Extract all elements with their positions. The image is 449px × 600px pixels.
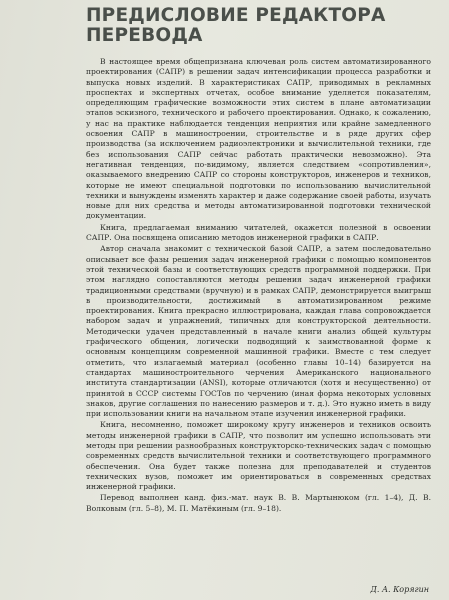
paragraph-4: Книга, несомненно, поможет широкому кругу инженеров и техников освоить методы инженерной графики в САПР, что позволит им успешно использовать эти методы при решении разнообразных конструкторско-технических задач с помощью современных средств вычислительной техники и соответствующего программного обеспечения. Она будет также полезна для преподавателей и студентов технических вузов, поможет им ориентироваться в современных средствах инженерной графики. [86,420,431,492]
page-title [86,6,426,45]
title-line-1: ПРЕДИСЛОВИЕ РЕДАКТОРА [86,5,386,26]
paragraph-2: Книга, предлагаемая вниманию читателей, окажется полезной в освоении САПР. Она посвящена описанию методов инженерной графики в САПР. [86,222,431,243]
paragraph-5: Перевод выполнен канд. физ.-мат. наук В. В. Мартынюком (гл. 1–4), Д. В. Волковым (гл. 5–8), М. П. Матёкиным (гл. 9–18). [86,493,431,513]
preface-body [86,57,431,515]
editor-signature: Д. А. Корягин [370,585,429,594]
title-line-2: ПЕРЕВОДА [86,24,203,46]
paragraph-3: Автор сначала знакомит с технической базой САПР, а затем последовательно описывает все фазы решения задач инженерной графики с помощью компонентов этой технической базы и соответствующих средств программной поддержки. При этом наглядно сопоставляются методы решения задач инженерной графики традиционными средствами (вручную) и в рамках САПР, демонстрируется выигрыш в производительности, достижимый в автоматизированном режиме проектирования. Книга прекрасно иллюстрирована, каждая глава сопровождается набором задач и упражнений, типичных для конструкторской деятельности. Методически удачен представленный в начале книги анализ общей культуры графического общения, логически подводящий к заимствованной форме к основным концепциям современной машинной графики. Вместе с тем следует отметить, что излагаемый материал (особенно главы 10–14) базируется на стандартах машиностроительного черчения Американского национального института стандартизации (ANSI), которые отличаются (хотя и несущественно) от принятой в СССР системы ГОСТов по черчению (иная форма некоторых условных знаков, другие соглашения по нанесению размеров и т. д.). Это нужно иметь в виду при использовании книги на начальном этапе изучения инженерной графики. [86,244,431,419]
paragraph-1: В настоящее время общепризнана ключевая роль систем автоматизированного проектирования (САПР) в решении задач интенсификации процесса разработки и выпуска новых изделий. В характеристиках САПР, приводимых в рекламных проспектах и экспертных отчетах, особое внимание уделяется показателям, определяющим графические возможности этих систем в плане автоматизации этапов эскизного, технического и рабочего проектирования. Однако, к сожалению, у нас на практике наблюдается тенденция неприятия или крайне замедленного освоения САПР в машиностроении, строительстве и в ряде других сфер производства (за исключением радиоэлектроники и вычислительной техники, где без использования САПР сейчас работать практически невозможно). Эта негативная тенденция, по-видимому, является следствием «сопротивления», оказываемого внедрению САПР со стороны конструкторов, инженеров и техников, которые не имеют специальной подготовки по использованию вычислительной техники и вынуждены изменять характер и даже содержание своей работы, изучать новые для них средства и методы автоматизированной подготовки технической документации. [86,57,431,221]
